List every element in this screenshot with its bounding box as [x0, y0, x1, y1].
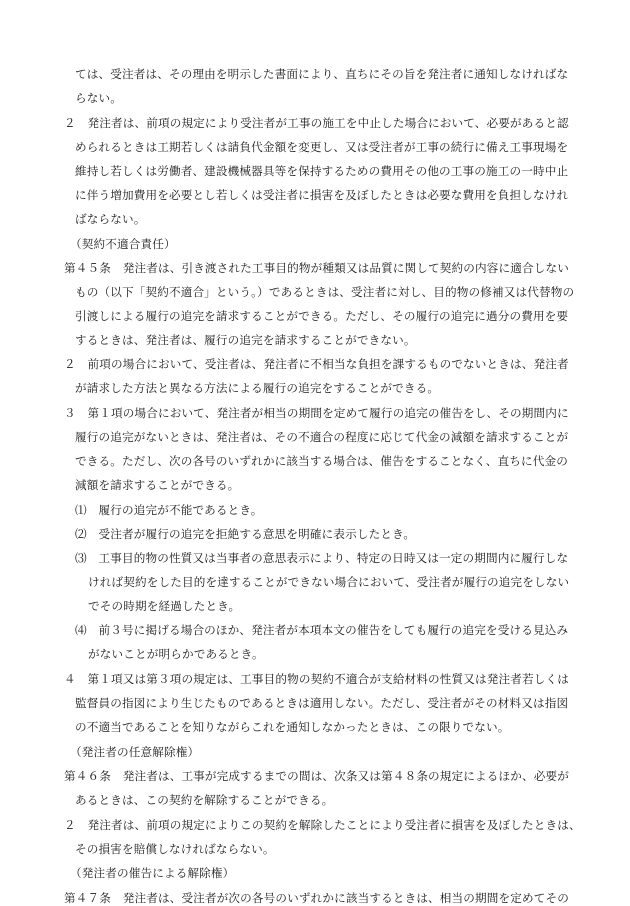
line-art45-p3-2: 履行の追完がないときは、発注者は、その不適合の程度に応じて代金の減額を請求することが: [75, 430, 569, 444]
line-art45-p4-1: ４ 第１項又は第３項の規定は、工事目的物の契約不適合が支給材料の性質又は発注者若しくは: [64, 672, 569, 686]
line-art45-p3-3: できる。ただし、次の各号のいずれかに該当する場合は、催告をすることなく、直ちに代金の: [75, 454, 569, 468]
line-art45-p2-2: が請求した方法と異なる方法による履行の追完をすることができる。: [75, 381, 440, 395]
heading-art45: （契約不適合責任）: [70, 237, 176, 251]
item-1: ⑴ 履行の追完が不能であるとき。: [75, 503, 263, 517]
line-art44-cont-1: ては、受注者は、その理由を明示した書面により、直ちにその旨を発注者に通知しなければな: [75, 67, 569, 81]
line-art44-p2-4: に伴う増加費用を必要とし若しくは受注者に損害を及ぼしたときは必要な費用を負担しなけれ: [75, 188, 569, 202]
line-art46-p1-2: あるときは、この契約を解除することができる。: [75, 793, 334, 807]
line-art45-p1-3: 引渡しによる履行の追完を請求することができる。ただし、その履行の追完に過分の費用を要: [75, 309, 569, 323]
item-3-line-2: ければ契約をした目的を達することができない場合において、受注者が履行の追完をしない: [88, 575, 570, 589]
heading-art47: （発注者の催告による解除権）: [70, 866, 235, 880]
item-4-line-2: がないことが明らかであるとき。: [88, 647, 264, 661]
line-art44-p2-1: ２ 発注者は、前項の規定により受注者が工事の施工を中止した場合において、必要があると認: [64, 116, 569, 130]
line-art44-cont-2: らない。: [75, 91, 122, 105]
line-art45-p3-1: ３ 第１項の場合において、発注者が相当の期間を定めて履行の追完の催告をし、その期間内に: [64, 406, 569, 420]
line-art44-p2-5: ばならない。: [75, 212, 146, 226]
line-art45-p1-2: もの（以下「契約不適合」という。）であるときは、受注者に対し、目的物の修補又は代替物の: [75, 285, 575, 299]
line-art47-p1-1: 第４７条 発注者は、受注者が次の各号のいずれかに該当するときは、相当の期間を定めてその: [64, 891, 569, 905]
item-3-line-1: ⑶ 工事目的物の性質又は当事者の意思表示により、特定の日時又は一定の期間内に履行しな: [75, 551, 569, 565]
item-2: ⑵ 受注者が履行の追完を拒絶する意思を明確に表示したとき。: [75, 527, 416, 541]
line-art44-p2-3: 維持し若しくは労働者、建設機械器具等を保持するための費用その他の工事の施工の一時中止: [75, 164, 569, 178]
line-art45-p4-2: 監督員の指図により生じたものであるときは適用しない。ただし、受注者がその材料又は指図: [75, 696, 569, 710]
line-art45-p2-1: ２ 前項の場合において、受注者は、発注者に不相当な負担を課するものでないときは、発注者: [64, 357, 569, 371]
line-art44-p2-2: められるときは工期若しくは請負代金額を変更し、又は受注者が工事の続行に備え工事現場を: [75, 140, 569, 154]
line-art45-p4-3: の不適当であることを知りながらこれを通知しなかったときは、この限りでない。: [75, 720, 510, 734]
line-art45-p1-1: 第４５条 発注者は、引き渡された工事目的物が種類又は品質に関して契約の内容に適合しない: [64, 261, 569, 275]
item-4-line-1: ⑷ 前３号に掲げる場合のほか、発注者が本項本文の催告をしても履行の追完を受ける見込み: [75, 623, 569, 637]
heading-art46: （発注者の任意解除権）: [70, 745, 200, 759]
line-art45-p3-4: 減額を請求することができる。: [75, 478, 240, 492]
line-art46-p2-2: その損害を賠償しなければならない。: [75, 842, 275, 856]
line-art45-p1-4: するときは、発注者は、履行の追完を請求することができない。: [75, 333, 416, 347]
line-art46-p1-1: 第４６条 発注者は、工事が完成するまでの間は、次条又は第４８条の規定によるほか、必要が: [64, 769, 569, 783]
item-3-line-3: でその時期を経過したとき。: [88, 599, 241, 613]
line-art46-p2-1: ２ 発注者は、前項の規定によりこの契約を解除したことにより受注者に損害を及ぼしたときは、: [64, 818, 581, 832]
